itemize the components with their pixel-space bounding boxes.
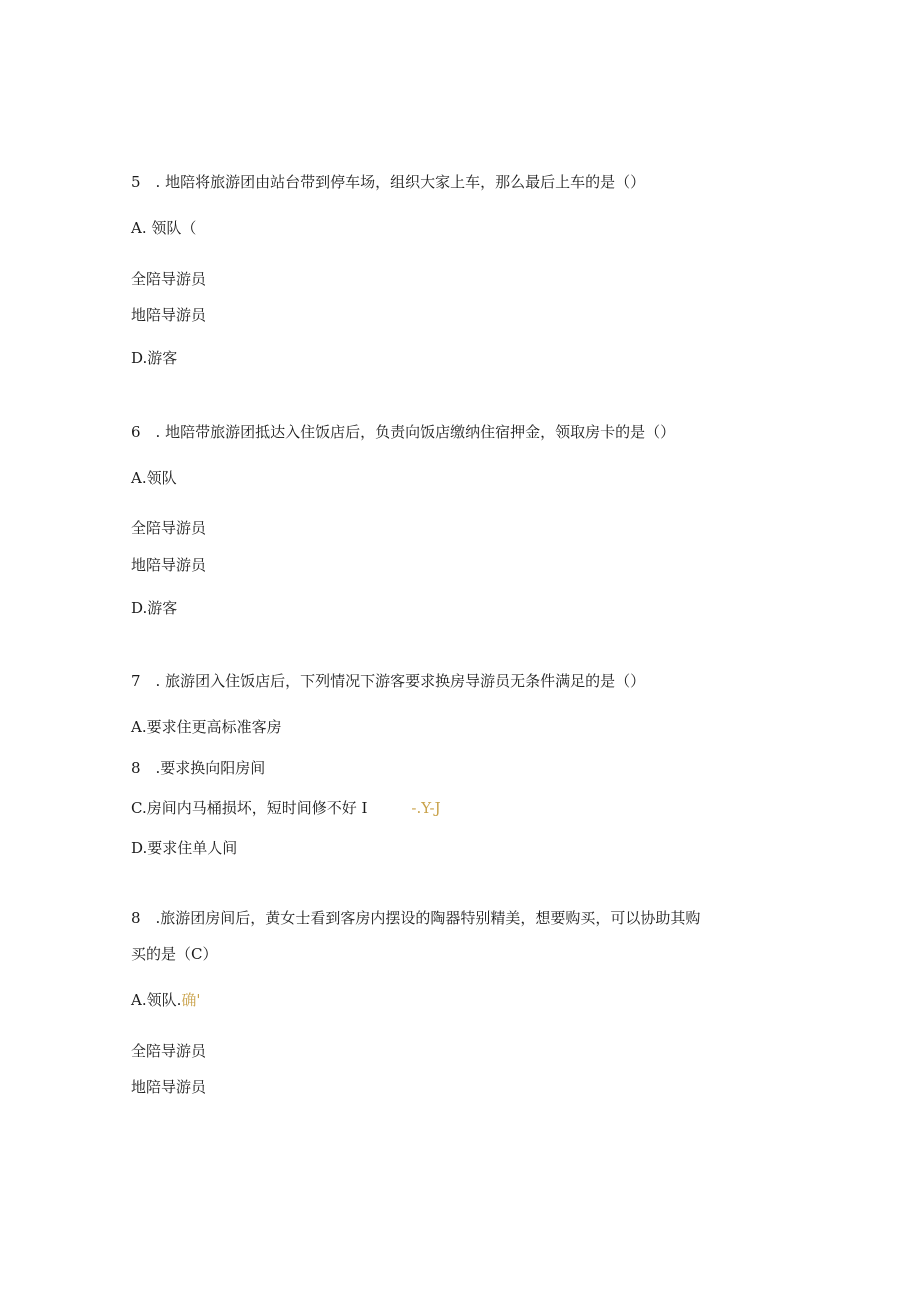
question-8-option-a: A.领队. [131, 991, 182, 1009]
question-5-stem: 5 . 地陪将旅游团由站台带到停车场，组织大家上车，那么最后上车的是（） [131, 173, 646, 191]
question-8-option-b: 全陪导游员 [131, 1042, 207, 1060]
question-7-option-d: D.要求住单人间 [131, 839, 238, 857]
question-8-option-c: 地陪导游员 [131, 1078, 207, 1096]
question-7-option-a: A.要求住更高标准客房 [131, 718, 282, 736]
question-8-option-a-mark: 确' [181, 991, 201, 1009]
question-6-option-c: 地陪导游员 [131, 556, 207, 574]
question-6-stem: 6 . 地陪带旅游团抵达入住饭店后，负责向饭店缴纳住宿押金，领取房卡的是（） [131, 423, 676, 441]
question-8-stem-line2: 买的是（C） [131, 945, 218, 963]
question-8-stem-line1: 8 .旅游团房间后，黄女士看到客房内摆设的陶器特别精美，想要购买，可以协助其购 [131, 909, 701, 927]
question-7-stem: 7 . 旅游团入住饭店后，下列情况下游客要求换房导游员无条件满足的是（） [131, 672, 646, 690]
question-7-option-b: 8 .要求换向阳房间 [131, 759, 266, 777]
question-6-option-b: 全陪导游员 [131, 519, 207, 537]
question-7-option-c: C.房间内马桶损坏，短时间修不好 I [131, 799, 368, 817]
question-8-option-a-row [131, 990, 201, 1010]
question-7-option-c-row [131, 798, 441, 818]
question-7-option-c-mark: -.Y-J [411, 799, 441, 817]
question-6-option-d: D.游客 [131, 599, 178, 617]
question-5-option-a: A. 领队（ [131, 219, 197, 237]
question-5-option-c: 地陪导游员 [131, 306, 207, 324]
question-6-option-a: A.领队 [131, 469, 177, 487]
question-5-option-d: D.游客 [131, 349, 178, 367]
question-5-option-b: 全陪导游员 [131, 270, 207, 288]
